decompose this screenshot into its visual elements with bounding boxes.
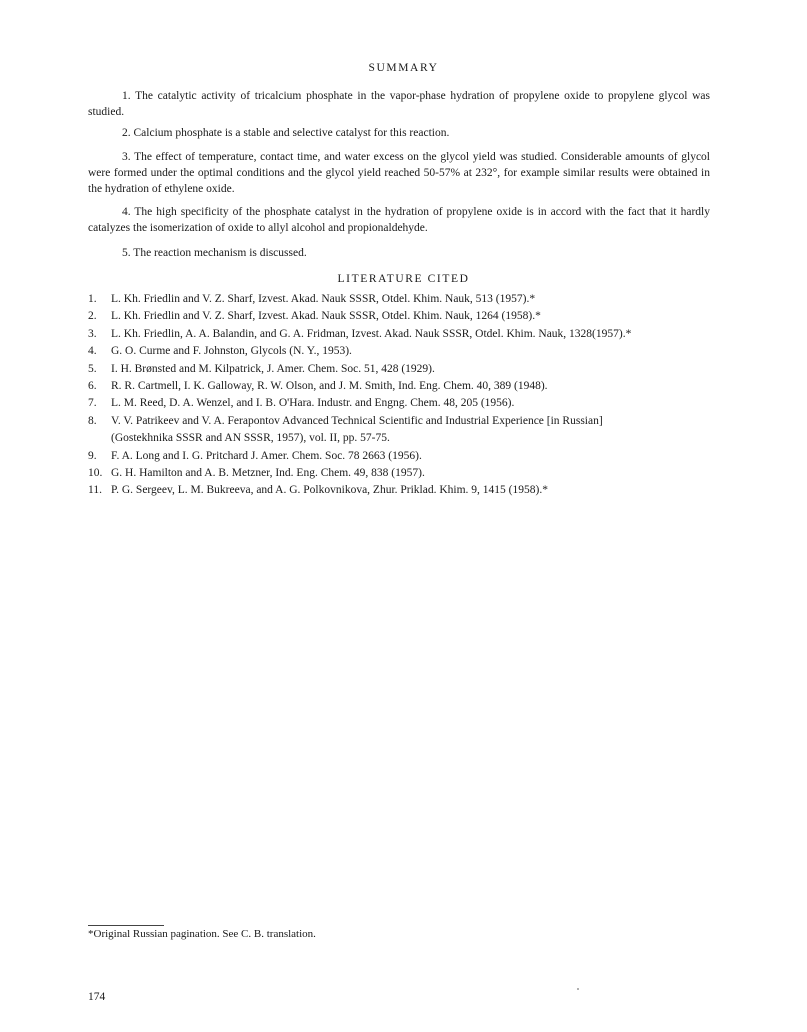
reference-number: 1. — [88, 293, 97, 305]
reference-item — [88, 361, 728, 378]
reference-text: L. Kh. Friedlin and V. Z. Sharf, Izvest. Akad. Nauk SSSR, Otdel. Khim. Nauk, 513 (1957).* — [111, 293, 536, 305]
footnote-divider — [88, 925, 164, 926]
page-number: 174 — [88, 991, 106, 1003]
summary-item-5: 5. The reaction mechanism is discussed. — [122, 246, 307, 259]
reference-text-continued: (Gostekhnika SSSR and AN SSSR, 1957), vol. II, pp. 57-75. — [111, 432, 390, 445]
reference-text: I. H. Brønsted and M. Kilpatrick, J. Amer. Chem. Soc. 51, 428 (1929). — [111, 362, 435, 375]
summary-item-1: 1. The catalytic activity of tricalcium phosphate in the vapor-phase hydration of propylene oxide to propylene glycol was studied. — [88, 89, 710, 118]
reference-item — [88, 343, 728, 360]
summary-item-4: 4. The high specificity of the phosphate catalyst in the hydration of propylene oxide is in accord with the fact that it hardly catalyzes the isomerization of oxide to allyl alcohol and propionaldehyde. — [88, 205, 710, 234]
reference-item — [88, 413, 728, 448]
reference-item — [88, 291, 728, 308]
reference-text: G. O. Curme and F. Johnston, Glycols (N. Y., 1953). — [111, 345, 352, 358]
scan-speck — [577, 988, 579, 990]
reference-item — [88, 326, 728, 343]
reference-item — [88, 395, 728, 412]
reference-item — [88, 378, 728, 395]
reference-number: 7. — [88, 397, 97, 410]
reference-text: F. A. Long and I. G. Pritchard J. Amer. Chem. Soc. 78 2663 (1956). — [111, 449, 422, 462]
reference-number: 8. — [88, 414, 97, 427]
reference-text: L. Kh. Friedlin and V. Z. Sharf, Izvest. Akad. Nauk SSSR, Otdel. Khim. Nauk, 1264 (1958).* — [111, 310, 541, 323]
reference-item — [88, 308, 728, 325]
reference-text: R. R. Cartmell, I. K. Galloway, R. W. Olson, and J. M. Smith, Ind. Eng. Chem. 40, 389 (1948). — [111, 380, 548, 393]
reference-list — [88, 291, 728, 500]
reference-item — [88, 448, 728, 465]
summary-item-3: 3. The effect of temperature, contact time, and water excess on the glycol yield was studied. Considerable amounts of glycol were formed under the optimal conditions and the glycol yield reached 50-57% at 232°, for example similar results were obtained in the hydration of ethylene oxide. — [88, 150, 710, 195]
reference-text: P. G. Sergeev, L. M. Bukreeva, and A. G. Polkovnikova, Zhur. Priklad. Khim. 9, 1415 (1958).* — [111, 484, 548, 497]
reference-text: G. H. Hamilton and A. B. Metzner, Ind. Eng. Chem. 49, 838 (1957). — [111, 467, 425, 480]
reference-text: L. M. Reed, D. A. Wenzel, and I. B. O'Hara. Industr. and Engng. Chem. 48, 205 (1956). — [111, 397, 515, 410]
reference-number: 5. — [88, 362, 97, 375]
reference-number: 11. — [88, 484, 102, 497]
reference-number: 10. — [88, 467, 103, 480]
reference-number: 6. — [88, 380, 97, 393]
reference-number: 3. — [88, 327, 97, 340]
footnote: *Original Russian pagination. See C. B. translation. — [88, 928, 316, 940]
reference-number: 9. — [88, 449, 97, 462]
summary-item-2: 2. Calcium phosphate is a stable and selective catalyst for this reaction. — [122, 126, 450, 139]
literature-heading: LITERATURE CITED — [337, 273, 470, 285]
reference-item — [88, 482, 728, 499]
reference-text: V. V. Patrikeev and V. A. Ferapontov Advanced Technical Scientific and Industrial Experience [in Russian] — [111, 414, 603, 427]
reference-text: L. Kh. Friedlin, A. A. Balandin, and G. A. Fridman, Izvest. Akad. Nauk SSSR, Otdel. Khim. Nauk, 1328(1957).* — [111, 327, 632, 340]
summary-heading: SUMMARY — [368, 62, 439, 74]
reference-number: 2. — [88, 310, 97, 323]
reference-number: 4. — [88, 345, 97, 358]
reference-item — [88, 465, 728, 482]
